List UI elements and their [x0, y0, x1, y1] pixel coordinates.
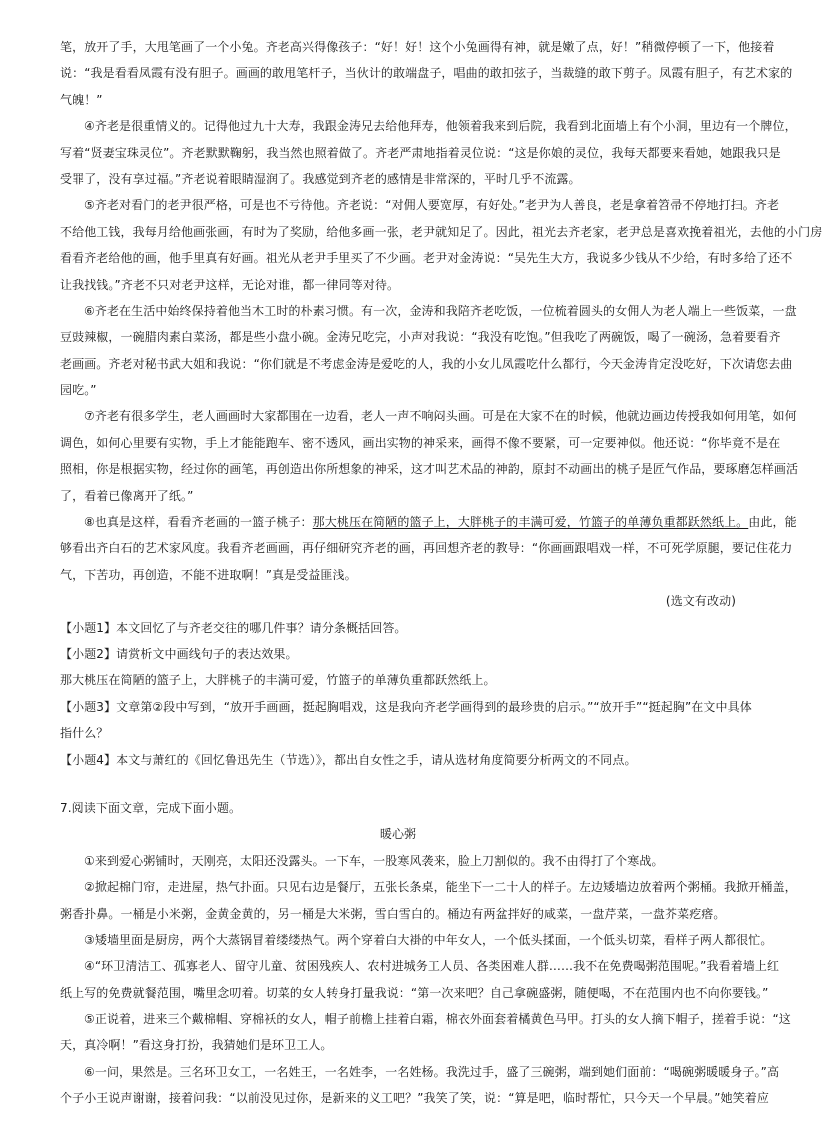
paragraph-6-line-3: 老画画。齐老对秘书武大姐和我说：“你们就是不考虑金涛是爱吃的人，我的小女儿凤霞吃什么都行，今天金涛肯定没吃好，下次请您去曲 — [60, 356, 793, 371]
section-7-heading: 7.阅读下面文章，完成下面小题。 — [60, 800, 242, 815]
article-paragraph-5-line-2: 天，真冷啊！”看这身打扮，我猜她们是环卫工人。 — [60, 1038, 333, 1053]
paragraph-8-line-3: 气，下苦功，再创造，不能不进取啊！”真是受益匪浅。 — [60, 567, 357, 582]
document-page — [60, 34, 822, 1112]
question-3-line-1: 【小题3】文章第②段中写到，“放开手画画，挺起胸唱戏，这是我向齐老学画得到的最珍贵的启示。”“放开手”“挺起胸”在文中具体 — [60, 699, 752, 714]
paragraph-8-line-1 — [60, 509, 797, 535]
article-paragraph-1: ①来到爱心粥铺时，天刚亮，太阳还没露头。一下车，一股寒风袭来，脸上刀割似的。我不由得打了个寒战。 — [84, 853, 664, 868]
question-2: 【小题2】请赏析文中画线句子的表达效果。 — [60, 646, 298, 661]
paragraph-5-line-4: 让我找钱。”齐老不只对老尹这样，无论对谁，都一律同等对待。 — [60, 277, 400, 292]
section-gap — [60, 773, 736, 795]
source-note: (选文有改动) — [665, 594, 736, 609]
underlined-sentence: 那大桃压在简陋的篮子上，大胖桃子的丰满可爱，竹篮子的单薄负重都跃然纸上。 — [312, 515, 749, 530]
paragraph-7-line-3: 照相，你是根据实物，经过你的画笔，再创造出你所想象的神采，这才叫艺术品的神韵，原封不动画出的桃子是匠气作品，要琢磨怎样画活 — [60, 462, 799, 477]
paragraph-5-line-2: 不给他工钱，我每月给他画张画，有时为了奖励，给他多画一张，老尹就知足了。因此，祖光去齐老家，老尹总是喜欢挽着祖光，去他的小门房 — [60, 224, 822, 239]
paragraph-6-line-4: 园吃。” — [60, 383, 97, 398]
article-paragraph-6-line-2: 个子小王说声谢谢，接着问我：“以前没见过你，是新来的义工吧？”我笑了笑，说：“算是吧，临时帮忙，只今天一个早晨。”她笑着应 — [60, 1091, 769, 1106]
paragraph-7-line-1: ⑦齐老有很多学生，老人画画时大家都围在一边看，老人一声不响闷头画。可是在大家不在的时候，他就边画边传授我如何用笔，如何 — [84, 409, 797, 424]
paragraph-5-line-3: 看看齐老给他的画，他手里真有好画。祖光从老尹手里买了不少画。老尹对金涛说：“吴先生大方，我说多少钱从不少给，有时多给了还不 — [60, 251, 793, 266]
question-1: 【小题1】本文回忆了与齐老交往的哪几件事？请分条概括回答。 — [60, 620, 407, 635]
article-title: 暖心粥 — [379, 827, 417, 842]
article-paragraph-3: ③矮墙里面是厨房，两个大蒸锅冒着缕缕热气。两个穿着白大褂的中年女人，一个低头揉面，一个低头切菜，看样子两人都很忙。 — [84, 932, 773, 947]
article-paragraph-4-line-2: 纸上写的免费就餐范围，嘴里念叨着。切菜的女人转身打量我说：“第一次来吧？自己拿碗盛粥，随便喝，不在范围内也不向你要钱。” — [60, 985, 769, 1000]
paragraph-6-line-2: 豆豉辣椒，一碗腊肉素白菜汤，都是些小盘小碗。金涛兄吃完，小声对我说：“我没有吃饱。”但我吃了两碗饭，喝了一碗汤，急着要看齐 — [60, 330, 781, 345]
question-4: 【小题4】本文与萧红的《回忆鲁迅先生（节选）》，都出自女性之手，请从选材角度简要分析两文的不同点。 — [60, 752, 637, 767]
paragraph-8-end: 由此，能 — [748, 515, 797, 530]
paragraph-4-line-3: 受罪了，没有享过福。”齐老说着眼睛湿润了。我感觉到齐老的感情是非常深的，平时几乎不流露。 — [60, 171, 581, 186]
question-2-quote: 那大桃压在简陋的篮子上，大胖桃子的丰满可爱，竹篮子的单薄负重都跃然纸上。 — [60, 673, 496, 688]
paragraph-4-line-1: ④齐老是很重情义的。记得他过九十大寿，我跟金涛兄去给他拜寿，他领着我来到后院，我看到北面墙上有个小洞，里边有一个牌位， — [84, 119, 797, 134]
paragraph-3-line-3: 气魄！” — [60, 92, 103, 107]
article-paragraph-4-line-1: ④“环卫清洁工、孤寡老人、留守儿童、贫困残疾人、农村进城务工人员、各类困难人群……我不在免费喝粥范围呢。”我看着墙上红 — [84, 959, 780, 974]
paragraph-8-start: ⑧也真是这样，看看齐老画的一篮子桃子： — [84, 515, 313, 530]
paragraph-4-line-2: 写着“贤妻宝珠灵位”。齐老默默鞠躬，我当然也照着做了。齐老严肃地指着灵位说：“这是你娘的灵位，我每天都要来看她，她跟我只是 — [60, 145, 781, 160]
paragraph-3-line-1: 笔，放开了手，大甩笔画了一个小兔。齐老高兴得像孩子：“好！好！这个小兔画得有神，就是嫩了点，好！”稍微停顿了一下，他接着 — [60, 40, 775, 54]
paragraph-5-line-1: ⑤齐老对看门的老尹很严格，可是也不亏待他。齐老说：“对佣人要宽厚，有好处。”老尹为人善良，老是拿着笤帚不停地打扫。齐老 — [84, 198, 780, 213]
paragraph-6-line-1: ⑥齐老在生活中始终保持着他当木工时的朴素习惯。有一次，金涛和我陪齐老吃饭，一位梳着圆头的女佣人为老人端上一些饭菜，一盘 — [84, 303, 797, 318]
paragraph-3-line-2: 说：“我是看看凤霞有没有胆子。画画的敢甩笔杆子，当伙计的敢端盘子，唱曲的敢扣弦子，当裁缝的敢下剪子。凤霞有胆子，有艺术家的 — [60, 66, 793, 81]
paragraph-7-line-4: 了，看着已像离开了纸。” — [60, 488, 194, 503]
article-paragraph-5-line-1: ⑤正说着，进来三个戴棉帽、穿棉袄的女人，帽子前檐上挂着白霜，棉衣外面套着橘黄色马甲。打头的女人摘下帽子，搓着手说：“这 — [84, 1012, 791, 1027]
article-paragraph-2-line-1: ②掀起棉门帘，走进屋，热气扑面。只见右边是餐厅，五张长条桌，能坐下一二十人的样子。左边矮墙边放着两个粥桶。我掀开桶盖， — [84, 880, 797, 895]
paragraph-7-line-2: 调色，如何心里要有实物，手上才能能跑车、密不透风，画出实物的神采来，画得不像不要紧，可一定要神似。他还说：“你毕竟不是在 — [60, 435, 781, 450]
article-paragraph-6-line-1: ⑥一问，果然是。三名环卫女工，一名姓王，一名姓李，一名姓杨。我洗过手，盛了三碗粥，端到她们面前：“喝碗粥暖暖身子。”高 — [84, 1064, 780, 1079]
article-paragraph-2-line-2: 粥香扑鼻。一桶是小米粥，金黄金黄的，另一桶是大米粥，雪白雪白的。桶边有两盆拌好的咸菜，一盘芹菜，一盘芥菜疙瘩。 — [60, 906, 726, 921]
question-3-line-2: 指什么？ — [60, 726, 109, 741]
paragraph-8-line-2: 够看出齐白石的艺术家风度。我看齐老画画，再仔细研究齐老的画，再回想齐老的教导：“你画画跟唱戏一样，不可死学原腿，要记住花力 — [60, 541, 793, 556]
